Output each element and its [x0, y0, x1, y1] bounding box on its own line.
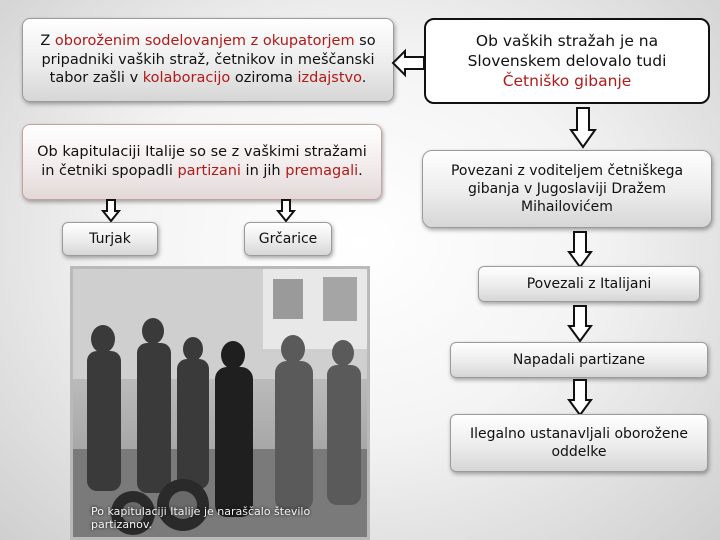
chetnik-line-1: Ob vaških stražah je na — [475, 31, 659, 50]
historical-photo — [70, 266, 370, 540]
collaboration-part-3: kolaboracijo — [142, 70, 231, 87]
photo-caption: Po kapitulaciji Italije je naraščalo število partizanov. — [91, 505, 311, 531]
capitulation-part-0: Ob kapitulaciji Italije so se z vaškimi stražami in četniki spopadli — [37, 144, 367, 179]
attacked-box — [450, 342, 708, 378]
down-arrow-3-icon — [568, 306, 592, 342]
down-arrow-grcarice-icon — [277, 200, 295, 222]
capitulation-part-4: . — [358, 163, 363, 179]
attacked-text: Napadali partizane — [512, 351, 646, 368]
collaboration-part-0: Z — [40, 32, 55, 49]
mihailovic-text: Povezani z voditeljem četniškega gibanja v Jugoslaviji Dražem Mihailovićem — [450, 162, 684, 216]
down-arrow-4-icon — [568, 380, 592, 416]
mihailovic-box — [422, 150, 712, 228]
chetnik-line-2: Slovenskem delovalo tudi — [467, 51, 667, 70]
grcarice-box — [244, 222, 332, 256]
collaboration-part-6: . — [361, 70, 367, 87]
capitulation-part-1: partizani — [177, 163, 241, 179]
illegal-units-box — [450, 414, 708, 472]
illegal-units-text: Ilegalno ustanavljali oborožene oddelke — [470, 425, 688, 460]
turjak-box — [62, 222, 158, 256]
italians-text: Povezali z Italijani — [526, 275, 652, 292]
collaboration-part-4: oziroma — [230, 70, 298, 87]
collaboration-part-1: oboroženim sodelovanjem z okupatorjem — [54, 32, 355, 49]
collaboration-text — [31, 32, 385, 89]
down-arrow-1-icon — [570, 108, 596, 148]
down-arrow-2-icon — [568, 232, 592, 268]
collaboration-part-2: so pripadniki vaških straž, četnikov in meščanski tabor zašli v — [41, 32, 376, 87]
capitulation-text — [31, 143, 373, 181]
down-arrow-turjak-icon — [102, 200, 120, 222]
chetnik-movement-box — [424, 18, 710, 104]
collaboration-part-5: izdajstvo — [297, 70, 362, 87]
chetnik-line-3: Četniško gibanje — [502, 72, 632, 91]
capitulation-box — [22, 124, 382, 200]
photo-scene-icon — [73, 269, 370, 540]
capitulation-part-2: in jih — [240, 163, 286, 179]
grcarice-label: Grčarice — [258, 230, 318, 247]
capitulation-part-3: premagali — [285, 163, 359, 179]
turjak-label: Turjak — [89, 230, 131, 247]
collaboration-box — [22, 18, 394, 102]
left-arrow-icon — [393, 50, 425, 76]
italians-box — [478, 266, 700, 302]
